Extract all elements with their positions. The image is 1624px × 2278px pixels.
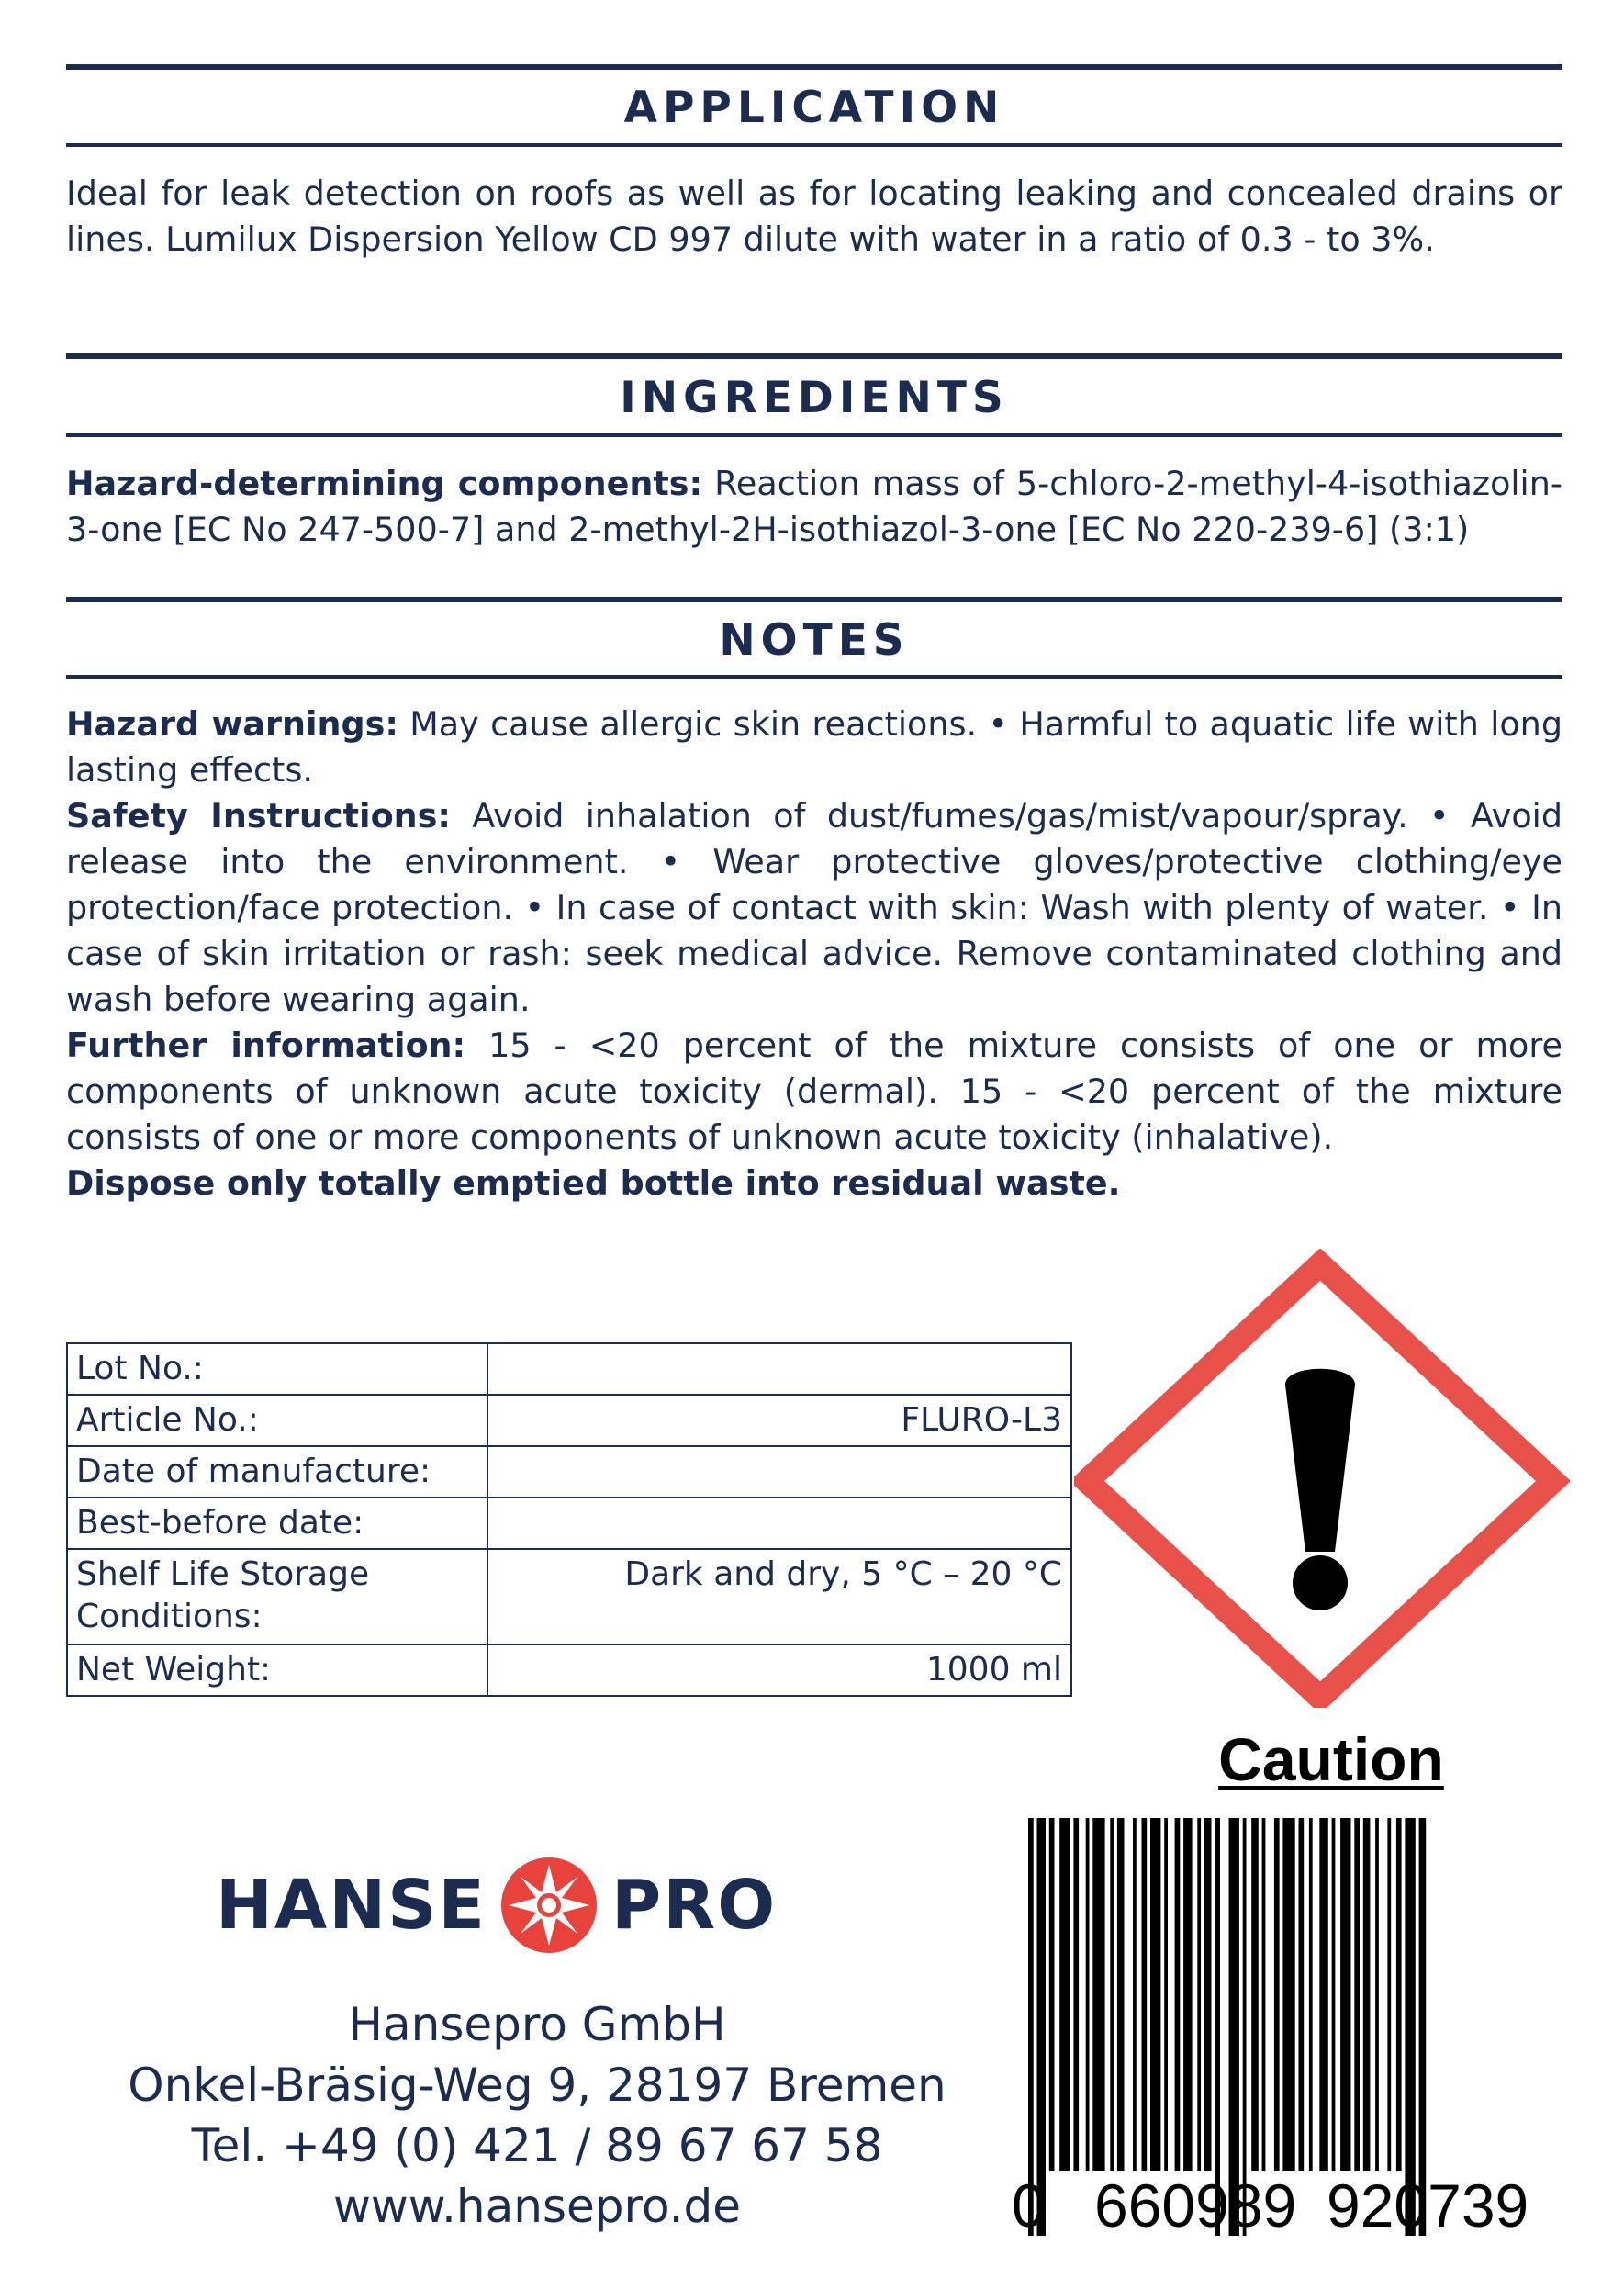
barcode-bar [1332,1818,1336,2171]
barcode-bar [1204,1818,1212,2171]
logo-word-left: HANSE [216,1866,487,1945]
section-rule-top [66,353,1562,359]
notes-text [66,701,1562,1206]
barcode-bar [1049,1818,1055,2171]
ingredients-paragraph [66,461,1562,553]
company-name: Hansepro GmbH [348,1998,726,2051]
application-text [66,171,1562,263]
article-no-label: Article No.: [67,1395,487,1446]
table-row [67,1644,1071,1696]
article-no-value: FLURO-L3 [487,1395,1071,1446]
company-address [55,1994,1019,2237]
dispose-note [66,1161,1562,1206]
barcode-bar [1059,1818,1070,2171]
best-before-value [487,1498,1071,1549]
net-weight-label: Net Weight: [67,1644,487,1696]
barcode-bar [1319,1818,1328,2171]
barcode-bar [1363,1818,1371,2171]
further-information-label: Further information: [66,1026,466,1065]
logo-word-right: PRO [610,1866,778,1945]
company-website: www.hansepro.de [332,2180,742,2233]
barcode-bar [1274,1818,1280,2171]
barcode-bar [1150,1818,1160,2171]
barcode-bar [1110,1818,1114,2171]
hazard-warnings-label: Hazard warnings: [66,704,398,744]
company-phone: Tel. +49 (0) 421 / 89 67 67 58 [191,2119,883,2172]
barcode-bar [1183,1818,1193,2171]
manufacture-date-value [487,1446,1071,1498]
ingredients-text [66,461,1562,553]
safety-instructions-label: Safety Instructions: [66,796,451,836]
barcode-bar [1197,1818,1201,2171]
barcode-bar [1340,1818,1350,2171]
application-heading: APPLICATION [623,83,1005,133]
section-rule-top [66,64,1562,70]
storage-conditions-label: Shelf Life Storage Conditions: [67,1549,487,1644]
further-information-body: 15 - <20 percent of the mixture consists of one or more components of unknown acute toxicity (dermal). 15 - <20 percent of the mixture consists of one or more components of unknown acute toxicity (inhalative). [66,1026,1562,1157]
barcode-bar [1251,1818,1259,2171]
lot-no-label: Lot No.: [67,1343,487,1395]
barcode-bar [1092,1818,1104,2171]
barcode-bar [1133,1818,1137,2171]
net-weight-value: 1000 ml [487,1644,1071,1696]
barcode-digits-right: 920739 [1327,2171,1529,2239]
signal-word: Caution [1218,1725,1444,1793]
section-rule-bottom [66,675,1562,679]
barcode-bar [1309,1818,1313,2171]
best-before-label: Best-before date: [67,1498,487,1549]
barcode-bar [1262,1818,1266,2171]
hazard-pictogram [1074,1249,1570,1708]
hazard-warnings-body: May cause allergic skin reactions. • Harmful to aquatic life with long lasting effects. [66,704,1562,790]
barcode-bar [1282,1818,1294,2171]
notes-heading: NOTES [719,615,910,666]
barcode-bar [1164,1818,1168,2171]
barcode-bar [1354,1818,1360,2171]
table-row [67,1549,1071,1644]
table-row [67,1395,1071,1446]
barcode [991,1818,1588,2250]
safety-instructions [66,793,1562,1023]
hazard-warnings [66,701,1562,793]
lot-no-value [487,1343,1071,1395]
company-street: Onkel-Bräsig-Weg 9, 28197 Bremen [128,2059,946,2112]
application-paragraph: Ideal for leak detection on roofs as well as for locating leaking and concealed drains or lines. Lumilux Dispersion Yellow CD 997 dilute with water in a ratio of 0.3 - to 3%. [66,174,1562,259]
storage-conditions-value: Dark and dry, 5 °C – 20 °C [487,1549,1071,1644]
manufacture-date-label: Date of manufacture: [67,1446,487,1498]
table-row [67,1446,1071,1498]
barcode-digits-left: 660989 [1094,2171,1297,2239]
barcode-bar [1073,1818,1079,2171]
barcode-bar [1117,1818,1125,2171]
hansepro-logo [216,1855,777,1956]
ingredients-label: Hazard-determining components: [66,464,703,503]
barcode-left-digit: 0 [1012,2171,1046,2239]
barcode-bar [1396,1818,1402,2171]
dispose-note-text: Dispose only totally emptied bottle into residual waste. [66,1163,1121,1203]
barcode-bar [1387,1818,1391,2171]
barcode-bar [1299,1818,1305,2171]
logo-star-icon [498,1854,600,1957]
section-rule-bottom [66,433,1562,437]
table-row [67,1343,1071,1395]
further-information [66,1023,1562,1161]
ingredients-body: Reaction mass of 5-chloro-2-methyl-4-isothiazolin-3-one [EC No 247-500-7] and 2-methyl-2H-isothiazol-3-one [EC No 220-239-6] (3:1) [66,464,1562,549]
safety-instructions-body: Avoid inhalation of dust/fumes/gas/mist/vapour/spray. • Avoid release into the environment. • Wear protective gloves/protective clothing/eye protection/face protection. • In case of contact with skin: Wash with plenty of water. • In case of skin irritation or rash: seek medical advice. Remove contaminated clothing and wash before wearing again. [66,796,1562,1019]
barcode-bar [1175,1818,1181,2171]
product-info-table [66,1342,1072,1697]
section-rule-top [66,597,1562,602]
barcode-bar [1086,1818,1090,2171]
table-row [67,1498,1071,1549]
section-rule-bottom [66,143,1562,147]
barcode-bar [1142,1818,1148,2171]
barcode-bar [1375,1818,1379,2171]
ingredients-heading: INGREDIENTS [620,373,1009,423]
